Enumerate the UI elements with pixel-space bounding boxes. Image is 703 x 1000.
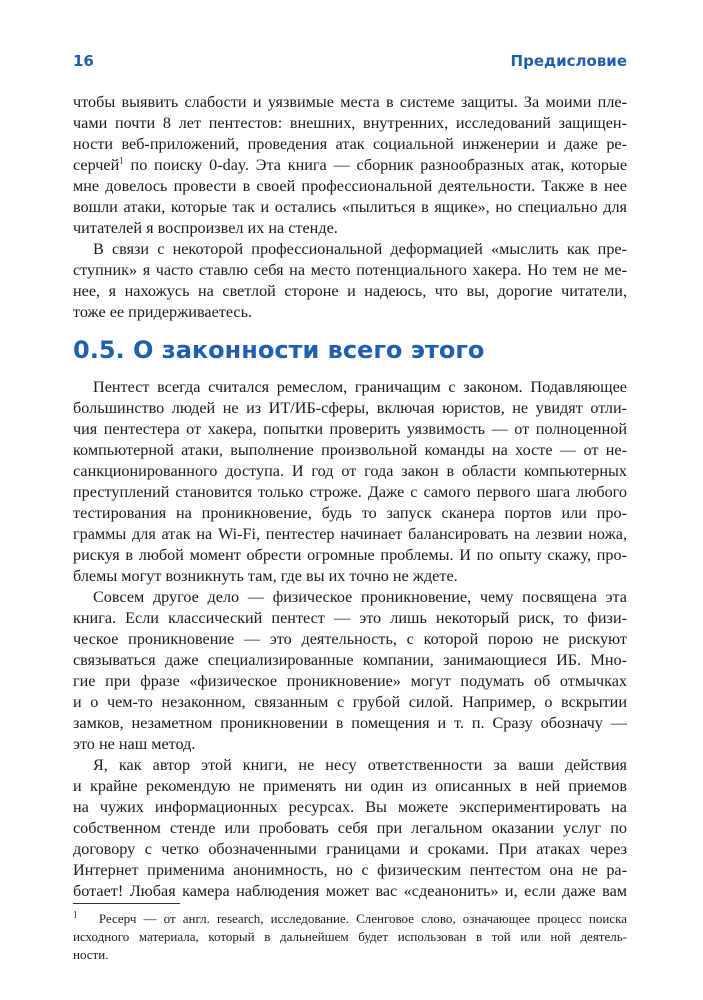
body-line: читателей я воспроизвел их на стенде. [73,219,338,237]
running-title: Предисловие [510,52,627,70]
body-line: блемы могут возникнуть там, где вы их точно не ждете. [73,567,458,585]
body-line: гие при фразе «физическое проникновение» могут подумать об отмычках [73,672,627,690]
page-header [73,52,627,74]
footnote-marker: 1 [119,155,124,166]
body-line: договору с четко обозначенными границами и сроками. При атаках через [73,840,627,858]
footnote-line [73,910,627,928]
body-line: рискуя в любой момент обрести огромные проблемы. И по опыту скажу, про- [73,546,627,564]
body-line: компьютерной атаки, выполнение произвольной команды на хосте — от не- [73,441,627,459]
body-line: чтобы выявить слабости и уязвимые места в системе защиты. За моими пле- [73,93,627,111]
body-line: Я, как автор этой книги, не несу ответственности за ваши действия [93,756,627,774]
body-line [73,155,627,176]
body-line: ческое проникновение — это деятельность, с которой порою не рискуют [73,630,627,648]
body-line: мне довелось провести в своей профессиональной деятельности. Также в нее [73,177,627,195]
body-line: собственном стенде или пробовать себя при легальном оказании услуг по [73,819,627,837]
footnote-mark: 1 [73,909,78,920]
body-line: ступник» я часто ставлю себя на место потенциального хакера. Но тем не ме- [73,261,627,279]
body-line: ботает! Любая камера наблюдения может вас «сдеанонить» и, если даже вам [73,882,627,900]
body-line: замков, незаметном проникновении в помещения и т. п. Сразу обозначу — [73,714,627,732]
body-line: Интернет применима анонимность, но с физическим пентестом она не ра- [73,861,627,879]
body-line: на чужих информационных ресурсах. Вы можете экспериментировать на [73,798,627,816]
body-line: это не наш метод. [73,735,196,753]
footnote-rule [73,903,180,904]
body-line: граммы для атак на Wi-Fi, пентестер начинает балансировать на лезвии ножа, [73,525,627,543]
body-line: преступлений становится только строже. Даже с самого первого шага любого [73,483,627,501]
body-line: тоже ее придерживаетесь. [73,303,253,321]
body-line: и крайне рекомендую не применять ни один из описанных в ней приемов [73,777,627,795]
body-line: чами почти 8 лет пентестов: внешних, внутренних, исследований защищен- [73,114,627,132]
body-text: серчей [73,156,120,174]
body-line: тестирования на проникновение, будь то запуск сканера портов или про- [73,504,627,522]
footnote-line: ности. [73,947,109,962]
body-line: нее, я нахожусь на светлой стороне и надеюсь, что вы, дорогие читатели, [73,282,627,300]
body-line: В связи с некоторой профессиональной деформацией «мыслить как пре- [93,240,627,258]
body-line: Совсем другое дело — физическое проникновение, чему посвящена эта [93,588,627,606]
body-line: санкционированного доступа. И год от года закон в области компьютерных [73,462,627,480]
page-number: 16 [73,52,94,70]
body-line: книга. Если классический пентест — это лишь некоторый риск, то физи- [73,609,627,627]
body-text: по поиску 0-day. Эта книга — сборник разнообразных атак, которые [130,156,628,174]
body-line: ности веб-приложений, проведения атак социальной инженерии и даже ре- [73,135,627,153]
body-line: чия пентестера от хакера, попытки проверить уязвимость — от полноценной [73,420,627,438]
footnote-line: исходного материала, который в дальнейшем будет использован в той или ной деятель- [73,929,627,944]
body-line: и о чем-то незаконном, связанным с грубой силой. Например, о вскрытии [73,693,627,711]
section-heading: 0.5. О законности всего этого [73,336,485,364]
body-line: вошли атаки, которые так и остались «пылиться в ящике», но специально для [73,198,627,216]
body-line: Пентест всегда считался ремеслом, граничащим с законом. Подавляющее [93,378,627,396]
body-line: большинство людей не из ИТ/ИБ-сферы, включая юристов, не увидят отли- [73,399,627,417]
footnote-text: Ресерч — от англ. research, исследование. Сленговое слово, означающее процесс поиска [98,911,627,926]
body-line: связываться даже специализированные компании, занимающиеся ИБ. Мно- [73,651,627,669]
